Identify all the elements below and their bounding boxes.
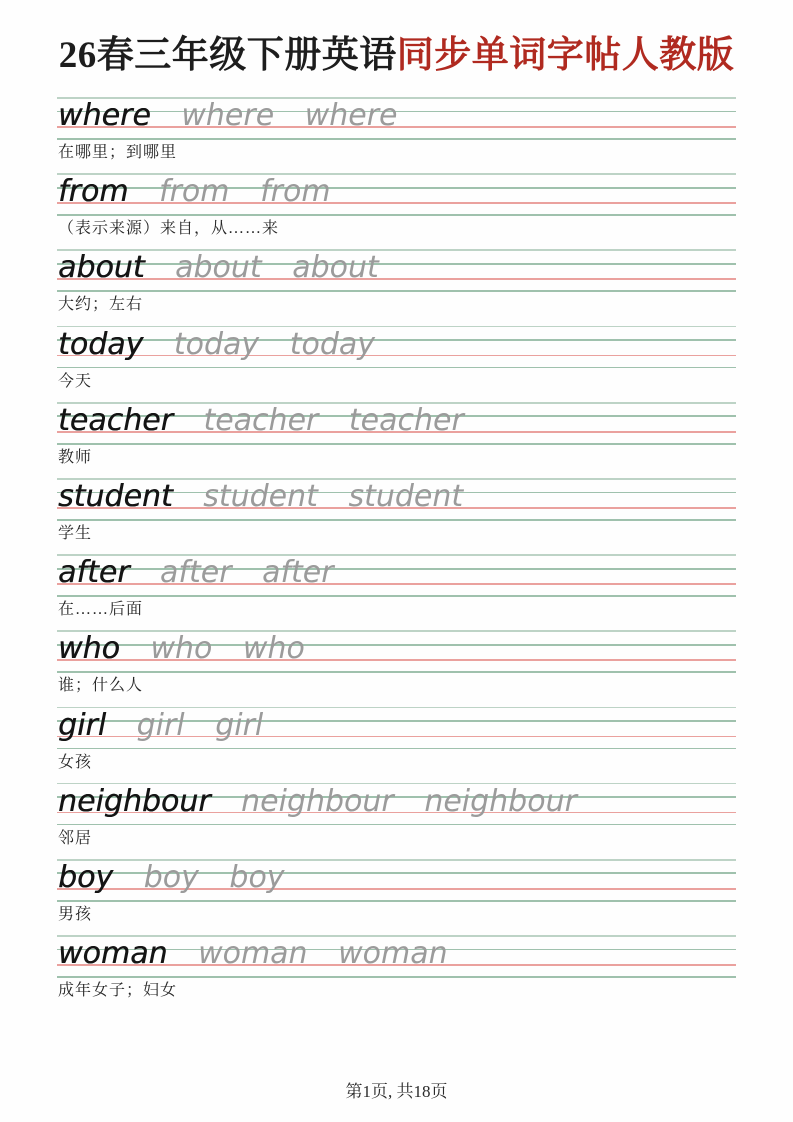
word-line [58, 782, 577, 822]
word-trace-2: neighbour [424, 783, 577, 819]
word-example: teacher [58, 402, 173, 438]
word-meaning: （表示来源）来自，从……来 [58, 220, 280, 238]
word-row [57, 630, 736, 706]
word-trace-2: student [348, 478, 464, 514]
word-trace-1: about [175, 250, 262, 286]
word-line [58, 553, 334, 593]
word-trace-1: who [150, 631, 213, 667]
word-trace-1: today [173, 326, 260, 362]
grid-line-bottom [57, 290, 736, 292]
word-trace-1: woman [198, 936, 308, 972]
grid-line-bottom [57, 671, 736, 673]
word-line [58, 96, 398, 136]
word-line [58, 629, 305, 669]
word-trace-1: where [181, 98, 275, 133]
word-trace-2: girl [215, 707, 264, 743]
word-example: girl [58, 707, 107, 743]
word-trace-2: who [242, 631, 305, 667]
word-trace-2: from [260, 174, 331, 210]
word-line [58, 858, 285, 898]
word-meaning: 成年女子；妇女 [58, 982, 178, 1000]
grid-line-bottom [57, 138, 736, 140]
word-line [58, 248, 379, 288]
word-row [57, 935, 736, 1011]
word-meaning: 大约；左右 [58, 296, 144, 314]
grid-line-bottom [57, 824, 736, 826]
word-example: from [58, 174, 129, 210]
word-example: neighbour [58, 783, 211, 819]
word-line [58, 934, 448, 974]
grid-line-bottom [57, 519, 736, 521]
word-trace-2: after [262, 555, 334, 591]
word-trace-1: from [159, 174, 230, 210]
word-example: student [58, 478, 173, 514]
word-row [57, 249, 736, 325]
word-row [57, 478, 736, 554]
word-example: today [58, 326, 144, 362]
word-meaning: 男孩 [58, 905, 93, 923]
word-row [57, 326, 736, 402]
grid-line-bottom [57, 367, 736, 369]
word-trace-2: today [289, 326, 376, 362]
word-example: woman [58, 936, 168, 972]
word-trace-1: boy [143, 859, 199, 895]
word-trace-2: boy [229, 859, 285, 895]
word-row [57, 97, 736, 173]
word-trace-1: girl [136, 707, 185, 743]
word-row [57, 554, 736, 630]
word-meaning: 谁；什么人 [58, 677, 144, 695]
grid-line-bottom [57, 976, 736, 978]
word-meaning: 女孩 [58, 753, 93, 771]
word-example: about [58, 250, 145, 286]
word-list [57, 97, 736, 1011]
word-row [57, 402, 736, 478]
page-title [0, 34, 793, 78]
word-meaning: 教师 [58, 448, 93, 466]
word-meaning: 在哪里；到哪里 [58, 144, 178, 161]
grid-line-bottom [57, 443, 736, 445]
word-trace-2: about [292, 250, 379, 286]
word-line [58, 706, 263, 746]
word-row [57, 783, 736, 859]
word-meaning: 今天 [58, 372, 93, 390]
grid-line-bottom [57, 214, 736, 216]
word-example: where [58, 98, 151, 133]
page-footer [0, 1081, 793, 1103]
word-meaning: 在……后面 [58, 601, 144, 619]
word-line [58, 172, 331, 212]
word-meaning: 邻居 [58, 829, 93, 847]
word-row [57, 859, 736, 935]
word-line [58, 477, 463, 517]
word-trace-1: teacher [203, 402, 319, 438]
word-trace-1: after [160, 555, 232, 591]
grid-line-bottom [57, 748, 736, 750]
title-highlight-text: 同步单词字帖人教版 [396, 35, 735, 76]
word-example: after [58, 555, 130, 591]
word-trace-1: student [203, 478, 318, 514]
title-main-text: 26春三年级下册英语 [58, 35, 397, 76]
grid-line-bottom [57, 900, 736, 902]
word-trace-2: teacher [348, 402, 464, 438]
word-line [58, 325, 375, 365]
page-number: 第1页, 共18页 [345, 1082, 448, 1101]
word-row [57, 173, 736, 249]
word-example: boy [58, 859, 114, 895]
word-line [58, 401, 464, 441]
word-row [57, 707, 736, 783]
grid-line-bottom [57, 595, 736, 597]
word-trace-2: woman [338, 936, 448, 972]
word-trace-2: where [304, 98, 398, 133]
word-meaning: 学生 [58, 524, 93, 542]
word-example: who [58, 631, 120, 667]
word-trace-1: neighbour [241, 783, 394, 819]
